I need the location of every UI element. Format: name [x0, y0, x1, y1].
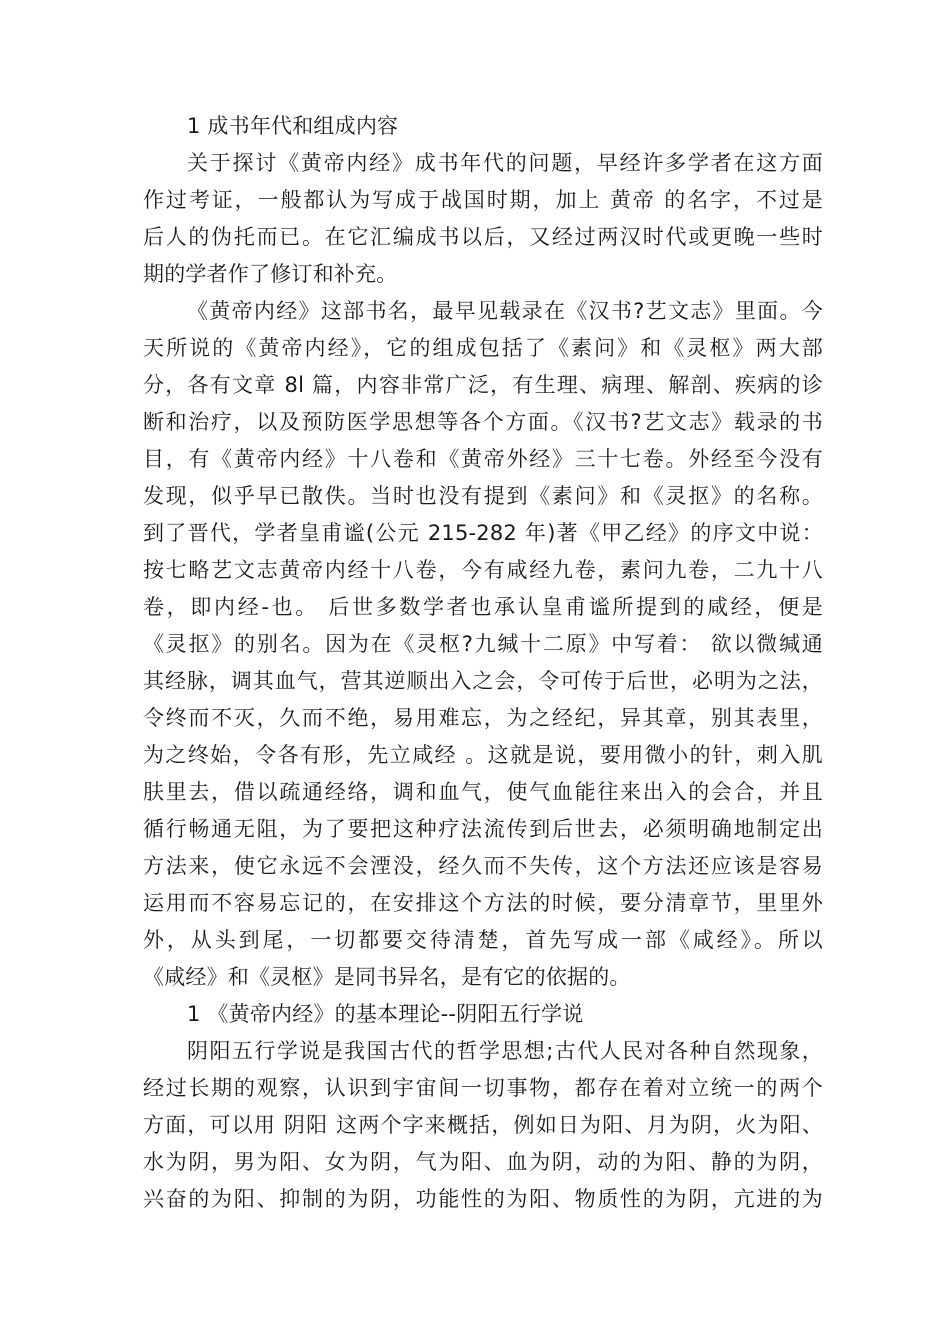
paragraph-line: 按七略艺文志黄帝内经十八卷，今有咸经九卷，素问九卷，二九十八 — [143, 558, 823, 582]
paragraph-line: 分，各有文章 8l 篇，内容非常广泛，有生理、病理、解剖、疾病的诊 — [143, 373, 823, 397]
paragraph-line: 肤里去，借以疏通经络，调和血气，使气血能往来出入的会合，并且 — [143, 780, 823, 804]
paragraph-line: 循行畅通无阻，为了要把这种疗法流传到后世去，必须明确地制定出 — [143, 817, 823, 841]
paragraph-line: 天所说的《黄帝内经》，它的组成包括了《素问》和《灵枢》两大部 — [143, 336, 823, 360]
paragraph-line: 《灵抠》的别名。因为在《灵枢?九缄十二原》中写着： 欲以微缄通 — [143, 632, 823, 656]
paragraph-line: 目，有《黄帝内经》十八卷和《黄帝外经》三十七卷。外经至今没有 — [143, 447, 823, 471]
section-heading-2: 1 《黄帝内经》的基本理论--阴阳五行学说 — [187, 1002, 584, 1026]
section-heading-1: 1 成书年代和组成内容 — [187, 114, 399, 138]
paragraph-line: 《黄帝内经》这部书名，最早见载录在《汉书?艺文志》里面。今 — [187, 299, 823, 323]
paragraph-line: 方法来，使它永远不会湮没，经久而不失传，这个方法还应该是容易 — [143, 854, 823, 878]
paragraph-line: 为之终始，令各有形，先立咸经 。这就是说，要用微小的针，刺入肌 — [143, 743, 823, 767]
paragraph-line: 方面，可以用 阴阳 这两个字来概括，例如日为阳、月为阴，火为阳、 — [143, 1113, 823, 1137]
paragraph-line: 到了晋代，学者皇甫谧(公元 215-282 年)著《甲乙经》的序文中说： — [143, 521, 823, 545]
paragraph-line: 期的学者作了修订和补充。 — [143, 262, 398, 286]
paragraph-line: 断和治疗，以及预防医学思想等各个方面。《汉书?艺文志》载录的书 — [143, 410, 823, 434]
paragraph-line: 兴奋的为阳、抑制的为阴，功能性的为阳、物质性的为阴，亢进的为 — [143, 1187, 823, 1211]
paragraph-line: 关于探讨《黄帝内经》成书年代的问题，早经许多学者在这方面 — [187, 151, 823, 175]
paragraph-line: 后人的伪托而已。在它汇编成书以后，又经过两汉时代或更晚一些时 — [143, 225, 823, 249]
paragraph-line: 卷，即内经-也。 后世多数学者也承认皇甫谧所提到的咸经，便是 — [143, 595, 823, 619]
paragraph-line: 水为阴，男为阳、女为阴，气为阳、血为阴，动的为阳、静的为阴， — [143, 1150, 823, 1174]
paragraph-line: 《咸经》和《灵枢》是同书异名，是有它的依据的。 — [143, 965, 631, 989]
paragraph-line: 其经脉，调其血气，营其逆顺出入之会，令可传于后世，必明为之法， — [143, 669, 823, 693]
paragraph-line: 作过考证，一般都认为写成于战国时期，加上 黄帝 的名字，不过是 — [143, 188, 823, 212]
paragraph-line: 发现，似乎早已散佚。当时也没有提到《素问》和《灵抠》的名称。 — [143, 484, 823, 508]
paragraph-line: 运用而不容易忘记的，在安排这个方法的时候，要分清章节，里里外 — [143, 891, 823, 915]
paragraph-line: 经过长期的观察，认识到宇宙间一切事物，都存在着对立统一的两个 — [143, 1076, 823, 1100]
paragraph-line: 阴阳五行学说是我国古代的哲学思想;古代人民对各种自然现象， — [187, 1039, 823, 1063]
paragraph-line: 外，从头到尾，一切都要交待清楚，首先写成一部《咸经》。所以 — [143, 928, 823, 952]
paragraph-line: 令终而不灭，久而不绝，易用难忘，为之经纪，异其章，别其表里， — [143, 706, 823, 730]
